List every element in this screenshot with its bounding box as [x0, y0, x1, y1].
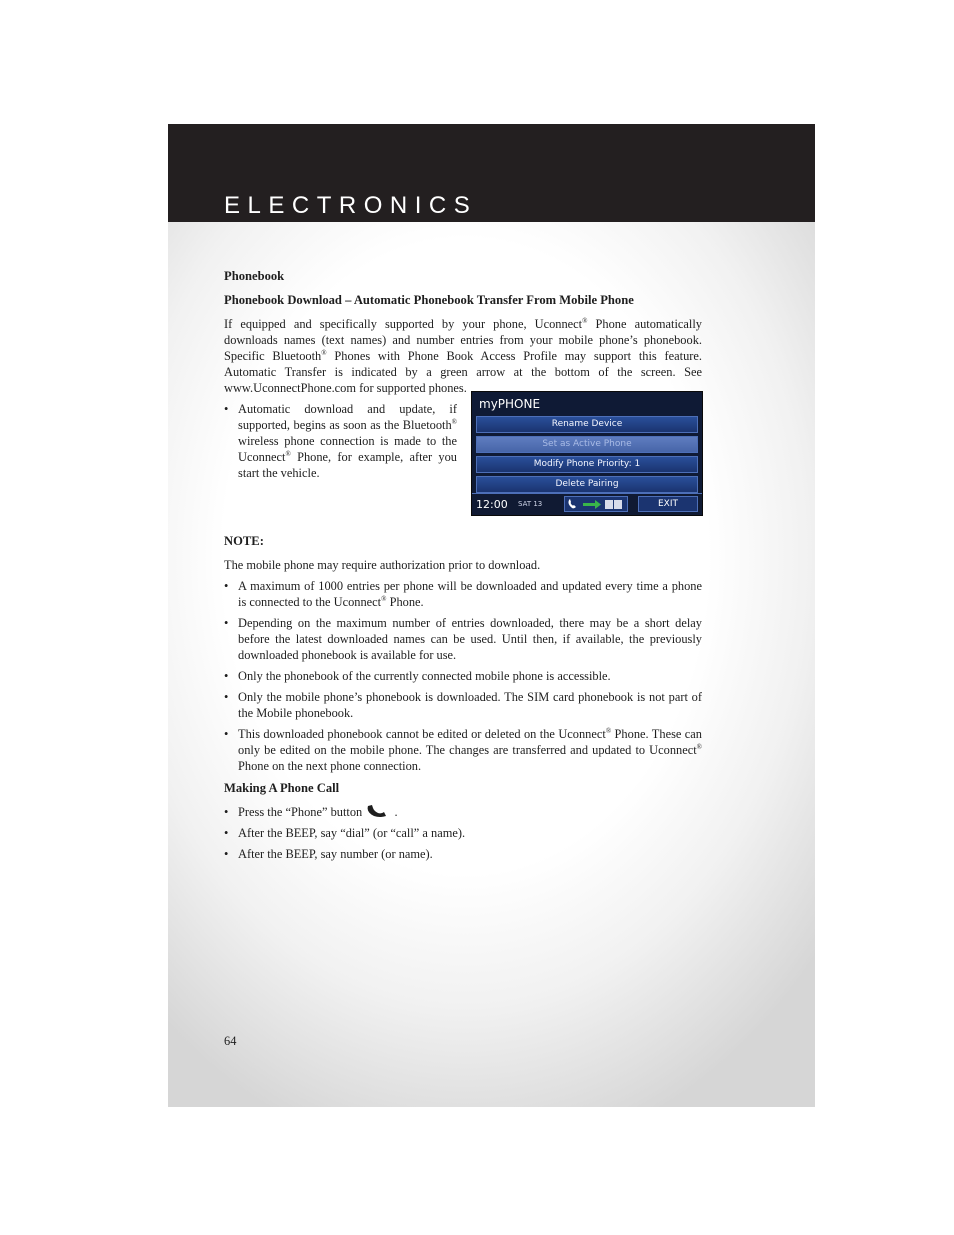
- note-heading: NOTE:: [224, 534, 264, 548]
- page-number: 64: [224, 1034, 237, 1048]
- registered-mark: ®: [381, 595, 387, 603]
- phonebook-transfer-icon: [565, 497, 627, 511]
- section-header-band: [168, 124, 815, 222]
- phonebook-intro-paragraph: If equipped and specifically supported by your phone, Uconnect® Phone automatically downloads names (text names) and number entries from your mobile phone’s phonebook. Specific Bluetooth® Phones with Phone Book Access Profile may support this feature. Automatic Transfer is indicated by a green arrow at the bottom of the screen. See www.UconnectPhone.com for supported phones.: [224, 317, 703, 395]
- registered-mark: ®: [285, 450, 291, 458]
- phonebook-heading: Phonebook: [224, 269, 285, 283]
- modify-phone-priority-button[interactable]: Modify Phone Priority: 1: [476, 456, 698, 473]
- delete-pairing-button[interactable]: Delete Pairing: [476, 476, 698, 493]
- phonebook-download-heading: Phonebook Download – Automatic Phonebook Transfer From Mobile Phone: [224, 293, 634, 307]
- note-list: [224, 578, 702, 774]
- list-item: • Only the phonebook of the currently connected mobile phone is accessible.: [224, 668, 702, 684]
- list-item: • Press the “Phone” button .: [224, 804, 702, 820]
- list-item: • Only the mobile phone’s phonebook is downloaded. The SIM card phonebook is not part of the Mobile phonebook.: [224, 689, 702, 721]
- clock: 12:00: [476, 498, 508, 511]
- section-title: ELECTRONICS: [224, 192, 478, 219]
- registered-mark: ®: [696, 743, 702, 751]
- page-content: [224, 268, 702, 867]
- making-phone-call-heading: Making A Phone Call: [224, 781, 340, 795]
- set-active-phone-button[interactable]: Set as Active Phone: [476, 436, 698, 453]
- rename-device-button[interactable]: Rename Device: [476, 416, 698, 433]
- registered-mark: ®: [321, 349, 327, 357]
- screen-status-bar: [472, 493, 702, 515]
- phone-call-list: [224, 804, 702, 862]
- myphone-screen-image: [471, 391, 703, 516]
- sat-indicator: SAT 13: [518, 500, 543, 508]
- exit-button[interactable]: EXIT: [638, 496, 698, 512]
- list-item: • After the BEEP, say number (or name).: [224, 846, 702, 862]
- note-text: The mobile phone may require authorization prior to download.: [224, 558, 541, 572]
- list-item: • A maximum of 1000 entries per phone will be downloaded and updated every time a phone is connected to the Uconnect® Phone.: [224, 578, 702, 610]
- registered-mark: ®: [582, 317, 588, 325]
- registered-mark: ®: [605, 727, 612, 735]
- phone-handset-icon: [365, 804, 391, 818]
- list-item: • After the BEEP, say “dial” (or “call” a name).: [224, 825, 702, 841]
- list-item: • Depending on the maximum number of entries downloaded, there may be a short delay before the latest downloaded names can be used. Until then, if available, the previously downloaded phonebook is available for use.: [224, 615, 702, 663]
- list-item: • This downloaded phonebook cannot be edited or deleted on the Uconnect® Phone. These can only be edited on the mobile phone. The changes are transferred and updated to Uconnect® Phone on the next phone connection.: [224, 726, 702, 774]
- download-bullet-row: [224, 397, 702, 529]
- list-item: • Automatic download and update, if supported, begins as soon as the Bluetooth® wireless phone connection is made to the Uconnect® Phone, for example, after you start the vehicle.: [224, 401, 457, 481]
- manual-page: [168, 124, 815, 1107]
- registered-mark: ®: [451, 418, 457, 426]
- phonebook-transfer-button[interactable]: [564, 496, 628, 512]
- screen-title: myPHONE: [479, 397, 541, 411]
